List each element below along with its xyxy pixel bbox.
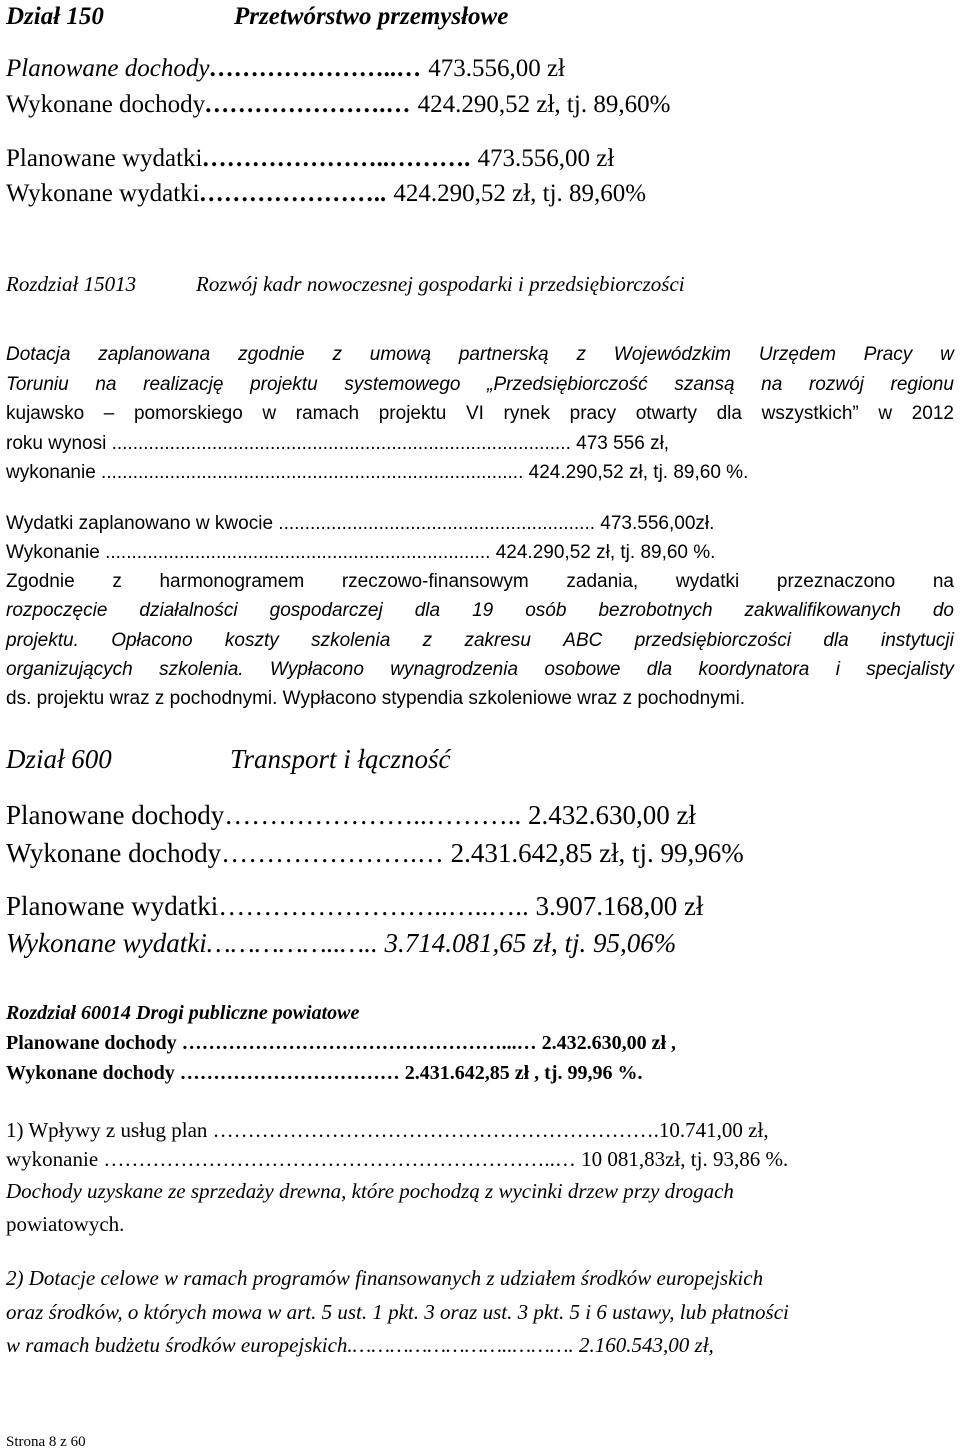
word: partnerską bbox=[458, 344, 549, 365]
word: w bbox=[940, 344, 954, 365]
word: ramach bbox=[295, 403, 360, 424]
dzial-150-plan-dochody bbox=[6, 56, 565, 81]
word: zgodnie bbox=[238, 344, 305, 365]
word: na bbox=[761, 374, 783, 395]
word: wszystkich” bbox=[761, 403, 859, 424]
dzial-150-wyk-dochody bbox=[6, 92, 670, 117]
word: rozpoczęcie bbox=[6, 600, 108, 621]
para1-line2 bbox=[6, 375, 954, 394]
dzial-600-number: Dział 600 bbox=[6, 744, 112, 774]
word: w bbox=[878, 403, 893, 424]
word: harmonogramem bbox=[159, 571, 305, 592]
word: szkolenia. bbox=[159, 659, 244, 680]
word: Pracy bbox=[863, 344, 913, 365]
word: zaplanowana bbox=[98, 344, 211, 365]
rozdzial-60014-heading: Rozdział 60014 Drogi publiczne powiatowe bbox=[6, 1002, 360, 1024]
word: projektu bbox=[378, 403, 447, 424]
dzial-150-heading bbox=[6, 3, 509, 30]
word: specjalisty bbox=[866, 659, 954, 680]
word: pracy bbox=[569, 403, 617, 424]
wyk-wydatki-value: 424.290,52 zł, tj. 89,60% bbox=[393, 180, 647, 207]
item2-line3: w ramach budżetu środków europejskich.……………………..………. 2.160.543,00 zł, bbox=[6, 1333, 714, 1357]
dzial-150-title: Przetwórstwo przemysłowe bbox=[234, 3, 509, 30]
item2-line1: 2) Dotacje celowe w ramach programów finansowanych z udziałem środków europejskich bbox=[6, 1266, 764, 1290]
para1-line4: roku wynosi ....................................................................................... 473 556 zł, bbox=[6, 433, 670, 454]
word: pomorskiego bbox=[133, 403, 243, 424]
word: umową bbox=[369, 344, 432, 365]
para2-line4 bbox=[6, 660, 954, 679]
word: dla bbox=[646, 659, 673, 680]
item2-line2: oraz środków, o których mowa w art. 5 ust. 1 pkt. 3 oraz ust. 3 pkt. 5 i 6 ustawy, lub płatności bbox=[6, 1300, 789, 1324]
word: dla bbox=[716, 403, 742, 424]
item1-line4: powiatowych. bbox=[6, 1212, 125, 1236]
rozdzial-60014-wyk-dochody: Wykonane dochody …………………………… 2.431.642,85 zł , tj. 99,96 %. bbox=[6, 1062, 643, 1084]
plan-dochody-label: Planowane dochody bbox=[6, 55, 210, 82]
word: – bbox=[103, 403, 115, 424]
dzial-600-heading bbox=[6, 744, 451, 774]
word: na bbox=[932, 571, 954, 592]
word: „Przedsiębiorczość bbox=[487, 374, 648, 395]
word: koszty bbox=[224, 630, 279, 651]
word: z bbox=[112, 571, 122, 592]
dzial-600-plan-dochody: Planowane dochody…………………..……….. 2.432.630,00 zł bbox=[6, 800, 696, 830]
word: koordynatora bbox=[698, 659, 810, 680]
rozdzial-60014-plan-dochody: Planowane dochody …………………………………………...… 2.432.630,00 zł , bbox=[6, 1032, 677, 1054]
wyk-dochody-value: 424.290,52 zł, tj. 89,60% bbox=[417, 91, 671, 118]
word: Zgodnie bbox=[6, 571, 75, 592]
dzial-600-plan-wydatki: Planowane wydatki……………………..…..….. 3.907.168,00 zł bbox=[6, 891, 704, 921]
word: dla bbox=[823, 630, 849, 651]
word: do bbox=[932, 600, 954, 621]
word: rynek bbox=[503, 403, 551, 424]
item1-line2: wykonanie ………………………………………………………..… 10 081,83zł, tj. 93,86 %. bbox=[6, 1147, 789, 1171]
word: zadania, bbox=[566, 571, 639, 592]
rozdzial-15013-title: Rozwój kadr nowoczesnej gospodarki i przedsiębiorczości bbox=[196, 272, 685, 296]
word: rozwój bbox=[808, 374, 864, 395]
word: bezrobotnych bbox=[598, 600, 713, 621]
dzial-150-wyk-wydatki bbox=[6, 181, 646, 206]
dzial-600-title: Transport i łączność bbox=[230, 744, 451, 774]
word: Wypłacono bbox=[269, 659, 364, 680]
plan-wydatki-label: Planowane wydatki bbox=[6, 145, 203, 172]
word: przeznaczono bbox=[776, 571, 896, 592]
rozdzial-15013-heading bbox=[6, 272, 685, 296]
wyk-wydatki-dots: ………………….. bbox=[199, 180, 394, 207]
plan-wydatki-value: 473.556,00 zł bbox=[477, 145, 615, 172]
word: Wojewódzkim bbox=[613, 344, 731, 365]
word: dla bbox=[414, 600, 441, 621]
dzial-150-number: Dział 150 bbox=[6, 3, 104, 30]
word: realizację bbox=[143, 374, 224, 395]
para1-line3 bbox=[6, 404, 954, 423]
dzial-600-wyk-dochody: Wykonane dochody………………….… 2.431.642,85 zł, tj. 99,96% bbox=[6, 838, 744, 868]
word: wynagrodzenia bbox=[390, 659, 519, 680]
word: szansą bbox=[674, 374, 735, 395]
dzial-150-plan-wydatki bbox=[6, 146, 614, 171]
word: ABC bbox=[563, 630, 603, 651]
rozdzial-15013-number: Rozdział 15013 bbox=[6, 272, 137, 296]
wykonanie-line: Wykonanie ......................................................................... 424.290,52 zł, tj. 89,60 %. bbox=[6, 542, 716, 563]
word: gospodarczej bbox=[269, 600, 383, 621]
word: regionu bbox=[890, 374, 954, 395]
word: rzeczowo-finansowym bbox=[341, 571, 529, 592]
plan-dochody-value: 473.556,00 zł bbox=[428, 55, 565, 82]
word: Opłacono bbox=[111, 630, 193, 651]
word: przedsiębiorczości bbox=[634, 630, 791, 651]
para2-line2 bbox=[6, 601, 954, 620]
word: i bbox=[835, 659, 840, 680]
word: z bbox=[332, 344, 342, 365]
word: Urzędem bbox=[758, 344, 836, 365]
para1-line5: wykonanie ................................................................................ 424.290,52 zł, tj. 89,60 %. bbox=[6, 462, 749, 483]
para1-line1 bbox=[6, 345, 954, 364]
word: z bbox=[422, 630, 433, 651]
word: działalności bbox=[139, 600, 238, 621]
word: zakwalifikowanych bbox=[744, 600, 901, 621]
word: systemowego bbox=[344, 374, 461, 395]
word: kujawsko bbox=[6, 403, 85, 424]
word: z bbox=[576, 344, 586, 365]
page-number: Strona 8 z 60 bbox=[6, 1434, 86, 1450]
wyk-dochody-label: Wykonane dochody bbox=[6, 91, 206, 118]
word: VI bbox=[465, 403, 484, 424]
wyk-dochody-dots: ………………….… bbox=[205, 91, 418, 118]
word: organizujących bbox=[6, 659, 133, 680]
word: na bbox=[95, 374, 117, 395]
plan-wydatki-dots: …………………..………. bbox=[202, 145, 478, 172]
word: wydatki bbox=[675, 571, 740, 592]
word: projektu bbox=[250, 374, 318, 395]
word: otwarty bbox=[635, 403, 697, 424]
word: Dotacja bbox=[6, 344, 71, 365]
word: 19 bbox=[472, 600, 494, 621]
item1-line3: Dochody uzyskane ze sprzedaży drewna, które pochodzą z wycinki drzew przy drogach bbox=[6, 1179, 734, 1203]
wyk-wydatki-label: Wykonane wydatki bbox=[6, 180, 200, 207]
para2-line3 bbox=[6, 631, 954, 650]
word: osobowe bbox=[544, 659, 621, 680]
word: w bbox=[262, 403, 277, 424]
wydatki-zaplanowano: Wydatki zaplanowano w kwocie ............................................................ 473.556,00zł. bbox=[6, 513, 715, 534]
word: Toruniu bbox=[6, 374, 69, 395]
word: 2012 bbox=[911, 403, 954, 424]
word: zakresu bbox=[464, 630, 531, 651]
word: projektu. bbox=[6, 630, 79, 651]
para2-line1 bbox=[6, 572, 954, 591]
plan-dochody-dots: …………………..… bbox=[209, 55, 429, 82]
word: szkolenia bbox=[311, 630, 391, 651]
word: instytucji bbox=[881, 630, 954, 651]
item1-line1: 1) Wpływy z usług plan ……………………………………………………….10.741,00 zł, bbox=[6, 1118, 769, 1142]
word: osób bbox=[525, 600, 567, 621]
dzial-600-wyk-wydatki: Wykonane wydatki……………..….. 3.714.081,65 zł, tj. 95,06% bbox=[6, 928, 677, 958]
para2-line5: ds. projektu wraz z pochodnymi. Wypłacono stypendia szkoleniowe wraz z pochodnymi. bbox=[6, 688, 746, 709]
